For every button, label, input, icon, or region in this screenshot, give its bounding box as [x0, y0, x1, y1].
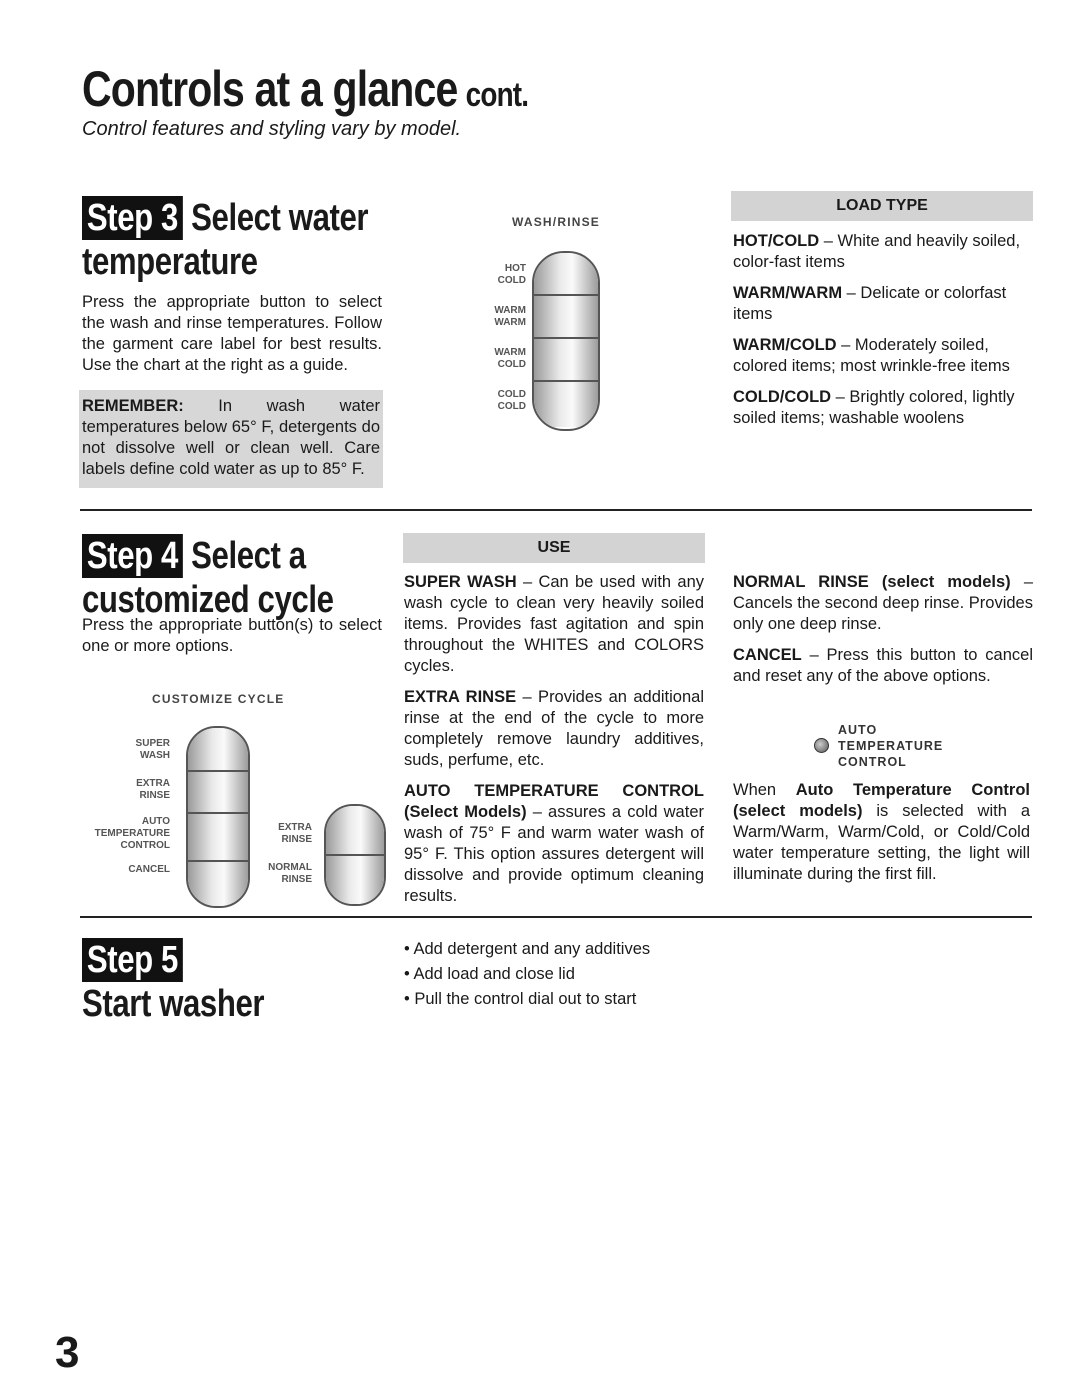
use-normal-rinse: NORMAL RINSE (select models) – Cancels the second deep rinse. Provides only one deep rinse. — [733, 573, 1034, 633]
wash-rinse-title: WASH/RINSE — [512, 215, 601, 229]
button-label-hot-cold: HOT COLD — [497, 263, 526, 286]
use-super-wash: SUPER WASH – Can be used with any wash cycle to clean very heavily soiled items. Provides fast agitation and spin throughout the WHITES and COLORS cycles. — [404, 573, 704, 675]
list-item: • Add detergent and any additives — [404, 940, 651, 958]
load-type-hot-cold: HOT/COLD – White and heavily soiled, color-fast items — [733, 232, 1021, 271]
label-auto-temperature-control: AUTO TEMPERATURE CONTROL — [94, 816, 170, 851]
use-cancel: CANCEL – Press this button to cancel and reset any of the above options. — [733, 646, 1033, 685]
auto-temperature-note: When Auto Temperature Control (select models) is selected with a Warm/Warm, Warm/Cold, or Cold/Cold water temperature setting, the light will illuminate during the first fill. — [733, 781, 1030, 883]
step3-body: Press the appropriate button to select the wash and rinse temperatures. Follow the garment care label for best results. Use the chart at the right as a guide. — [82, 293, 382, 374]
use-extra-rinse: EXTRA RINSE – Provides an additional rinse at the end of the cycle to more completely remove laundry additives, suds, perfume, etc. — [404, 688, 705, 769]
divider-1 — [80, 509, 1032, 511]
label-super-wash: SUPER WASH — [135, 738, 170, 761]
step3-heading — [82, 196, 377, 284]
label-extra-rinse-right: EXTRA RINSE — [278, 822, 312, 845]
step3-heading-line2: temperature — [82, 241, 258, 283]
step4-body: Press the appropriate button(s) to select one or more options. — [82, 616, 382, 655]
auto-temperature-control-button[interactable] — [188, 814, 248, 862]
step3-heading-line1: Select water — [191, 197, 369, 239]
customize-cycle-title: CUSTOMIZE CYCLE — [152, 692, 285, 706]
indicator-label: AUTO TEMPERATURE CONTROL — [838, 723, 944, 769]
load-type-warm-cold: WARM/COLD – Moderately soiled, colored items; most wrinkle-free items — [733, 336, 1010, 375]
button-label-warm-warm: WARM WARM — [494, 305, 526, 328]
label-extra-rinse: EXTRA RINSE — [136, 778, 170, 801]
load-type-header: LOAD TYPE — [731, 191, 1033, 221]
warm-cold-button[interactable] — [534, 339, 598, 382]
customize-right-button-stack — [324, 804, 386, 906]
step5-bullets — [404, 937, 724, 1012]
button-label-warm-cold: WARM COLD — [494, 347, 526, 370]
step3-tag: Step 3 — [82, 196, 183, 240]
warm-warm-button[interactable] — [534, 296, 598, 339]
customize-cycle-panel — [80, 688, 390, 908]
list-item: • Add load and close lid — [404, 965, 575, 983]
extra-rinse-button[interactable] — [188, 772, 248, 814]
page-subtitle: Control features and styling vary by model. — [82, 118, 462, 140]
indicator-light-icon — [814, 738, 829, 753]
use-auto-temperature: AUTO TEMPERATURE CONTROL (Select Models) – assures a cold water wash of 75° F and warm water wash of 95° F. This option assures detergent will dissolve and provide optimum cleaning results. — [404, 782, 704, 905]
use-list — [404, 572, 704, 917]
step4-heading — [82, 534, 394, 622]
cold-cold-button[interactable] — [534, 382, 598, 427]
normal-rinse-button[interactable] — [326, 856, 384, 904]
list-item: • Pull the control dial out to start — [404, 990, 637, 1008]
hot-cold-button[interactable] — [534, 253, 598, 296]
load-type-warm-warm: WARM/WARM – Delicate or colorfast items — [733, 284, 1007, 323]
label-normal-rinse: NORMAL RINSE — [268, 862, 312, 885]
label-cancel: CANCEL — [128, 864, 170, 875]
remember-label: REMEMBER: — [82, 397, 184, 415]
step5-heading-text: Start washer — [82, 983, 265, 1025]
step5-tag: Step 5 — [82, 938, 183, 982]
button-label-cold-cold: COLD COLD — [497, 389, 526, 412]
options-list — [733, 572, 1033, 697]
remember-box — [79, 390, 383, 488]
load-type-cold-cold: COLD/COLD – Brightly colored, lightly soiled items; washable woolens — [733, 388, 1015, 427]
divider-2 — [80, 916, 1032, 918]
step4-heading-line1: Select a — [191, 535, 306, 577]
wash-rinse-panel — [470, 205, 650, 435]
step4-tag: Step 4 — [82, 534, 183, 578]
use-header: USE — [403, 533, 705, 563]
title-text: Controls at a glance — [82, 61, 458, 117]
page-number: 3 — [55, 1328, 80, 1377]
load-type-list — [733, 231, 1033, 439]
cancel-button[interactable] — [188, 862, 248, 906]
page-title — [82, 61, 529, 117]
customize-left-button-stack — [186, 726, 250, 908]
wash-rinse-button-stack — [532, 251, 600, 431]
step4-heading-line2: customized cycle — [82, 579, 334, 621]
remember-text: In wash water temperatures below 65° F, detergents do not dissolve well or clean well. Care labels define cold water as up to 85° F. — [82, 397, 380, 478]
title-cont: cont. — [465, 76, 529, 114]
extra-rinse-right-button[interactable] — [326, 806, 384, 856]
step5-heading — [82, 938, 328, 1026]
super-wash-button[interactable] — [188, 728, 248, 772]
